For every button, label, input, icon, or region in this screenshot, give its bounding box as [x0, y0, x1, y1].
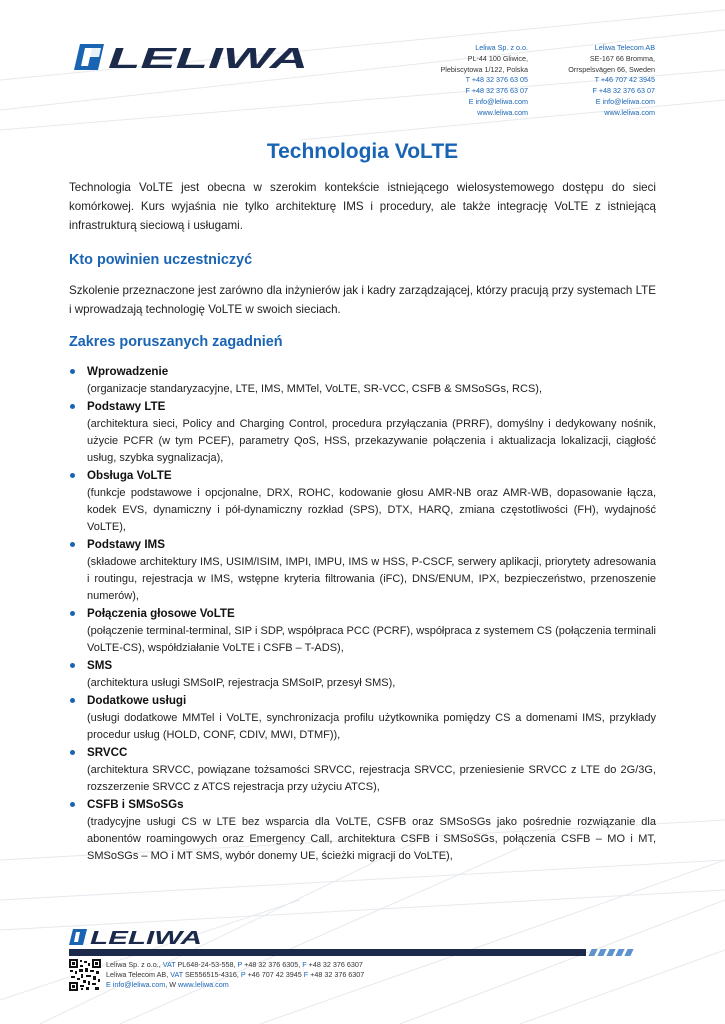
footer-company: Leliwa Sp. z o.o.,: [106, 960, 163, 969]
footer-contact: [106, 960, 364, 990]
who-paragraph: Szkolenie przeznaczone jest zarówno dla inżynierów jak i kadry zarządzającej, którzy pracują przy systemach LTE i wprowadzają technologię VoLTE w swoich sieciach.: [69, 284, 656, 316]
list-item: [69, 692, 656, 744]
phone-value: +46 707 42 3945: [245, 970, 304, 979]
footer-web-link[interactable]: www.leliwa.com: [176, 980, 229, 989]
list-item: [69, 605, 656, 657]
logo-text: LELIWA: [108, 44, 308, 70]
footer-company: Leliwa Telecom AB,: [106, 970, 171, 979]
address-block-pl: [441, 43, 529, 119]
list-item: [69, 398, 656, 467]
list-item: [69, 744, 656, 796]
list-item: [69, 467, 656, 536]
bullet-icon: [70, 611, 75, 616]
bullet-icon: [70, 404, 75, 409]
topic-description: (tradycyjne usługi CS w LTE bez wsparcia dla VoLTE, CSFB oraz SMSoSGs jako pośrednie rozwiązanie dla abonentów roamingowych oraz Emergency Call, architektura CSFB i SMSoSGs, połączenia CSFB – MO i MT, SMSoSGs – MO i MT SMS, wybór donemy UE, ścieżki migracji do VoLTE),: [87, 816, 656, 862]
page-title: Technologia VoLTE: [266, 140, 459, 163]
list-item: [69, 536, 656, 605]
fax-value: +48 32 376 6307: [308, 970, 365, 979]
bullet-icon: [70, 750, 75, 755]
topic-description: (funkcje podstawowe i opcjonalne, DRX, ROHC, kodowanie głosu AMR-NB oraz AMR-WB, dopasowanie łącza, kodek EVS, dynamiczny i pół-dynamiczny rozkład (SPS), DTX, HARQ, zmiana częstotliwości (FH), wydajność VoLTE),: [87, 487, 656, 533]
footer-line-pl: [106, 960, 364, 970]
vat-label: VAT: [170, 970, 183, 979]
topic-title: Połączenia głosowe VoLTE: [87, 607, 235, 620]
leliwa-logo: [74, 44, 310, 70]
topic-description: (architektura SRVCC, powiązane tożsamości SRVCC, rejestracja SRVCC, przeniesienie SRVCC z LTE do 2G/3G, rozszerzenie SRVCC z ATCS rejestracja przy użyciu ATCS),: [87, 764, 656, 793]
fax: F +48 32 376 63 07: [465, 86, 528, 96]
topics-list: [69, 363, 656, 865]
address-line: PL-44 100 Gliwice,: [467, 53, 528, 63]
email-label: E: [468, 96, 474, 106]
topic-title: Obsługa VoLTE: [87, 469, 172, 482]
address-block-se: [568, 43, 655, 119]
fax-label: F: [303, 970, 309, 979]
topic-description: (architektura usługi SMSoIP, rejestracja SMSoIP, przesył SMS),: [87, 677, 396, 689]
topic-description: (organizacje standaryzacyjne, LTE, IMS, MMTel, VoLTE, SR-VCC, CSFB & SMSoSGs, RCS),: [87, 383, 543, 395]
topic-description: (połączenie terminal-terminal, SIP i SDP, współpraca PCC (PCRF), współpraca z systemem CS (połączenia terminali VoLTE-CS), współdziałanie VoLTE i CSFB – T-ADS),: [87, 625, 656, 654]
footer-line-web: [106, 980, 364, 990]
topic-description: (usługi dodatkowe MMTel i VoLTE, synchronizacja profilu użytkownika pomiędzy CS a domenami IMS, przykłady procedur usług (HOLD, CONF, CDIV, MWI, DTMF)),: [87, 712, 656, 741]
bullet-icon: [70, 802, 75, 807]
company-name: Leliwa Telecom AB: [594, 43, 655, 52]
bullet-icon: [70, 663, 75, 668]
email-label: E: [595, 96, 601, 106]
company-name: Leliwa Sp. z o.o.: [475, 43, 528, 52]
footer-logo: [69, 929, 203, 945]
address-line: SE-167 66 Bromma,: [589, 53, 655, 63]
phone-value: +48 32 376 6305,: [242, 960, 303, 969]
topic-description: (architektura sieci, Policy and Charging Control, procedura przyłączania (PRRF), domyślny i dedykowany nośnik, użycie PCFR (w tym PCEF), parametry QoS, HSS, przekazywanie połączenia i aktualizacja lokalizacji, ciągłość usług, szybka sygnalizacja),: [87, 418, 656, 464]
vat-value: PL648-24-53-558,: [175, 960, 238, 969]
address-line: Orrspelsvägen 66, Sweden: [568, 64, 655, 74]
section-heading-scope: Zakres poruszanych zagadnień: [69, 334, 283, 350]
bullet-icon: [70, 473, 75, 478]
email-link[interactable]: info@leliwa.com: [475, 96, 528, 106]
topic-title: Podstawy IMS: [87, 538, 165, 551]
topic-title: SMS: [87, 659, 113, 672]
footer-bar: [69, 949, 586, 956]
fax: F +48 32 376 63 07: [592, 86, 655, 96]
list-item: [69, 657, 656, 692]
web-link[interactable]: www.leliwa.com: [604, 107, 655, 117]
fax-label: F: [302, 960, 307, 969]
phone: T +46 707 42 3945: [594, 75, 655, 85]
address-line: Plebiscytowa 1/122, Polska: [440, 64, 528, 74]
topic-description: (składowe architektury IMS, USIM/ISIM, IMPI, IMPU, IMS w HSS, P-CSCF, serwery aplikacji, priorytety adresowania i routingu, rejestracja w IMS, wstępne kryteria filtrowania (iFC), DNS/ENUM, IPX, bezpieczeństwo, przenoszenie numerów),: [87, 556, 656, 602]
qr-code-icon: [69, 959, 101, 991]
phone-label: P: [240, 970, 246, 979]
topic-title: CSFB i SMSoSGs: [87, 798, 184, 811]
bullet-icon: [70, 369, 75, 374]
intro-paragraph: Technologia VoLTE jest obecna w szerokim kontekście istniejącego wielosystemowego dostępu do sieci komórkowej. Kurs wyjaśnia nie tylko architekturę IMS i procedury, ale także integrację VoLTE z istniejącą infrastrukturą sieciową i usługami.: [69, 181, 656, 232]
bullet-icon: [70, 698, 75, 703]
vat-label: VAT: [162, 960, 176, 969]
vat-value: SE556515-4316,: [182, 970, 241, 979]
topic-title: SRVCC: [87, 746, 128, 759]
email-label: E: [106, 980, 111, 989]
footer-email-link[interactable]: info@leliwa.com: [110, 980, 166, 989]
footer-line-se: [106, 970, 364, 980]
list-item: [69, 796, 656, 865]
list-item: [69, 363, 656, 398]
topic-title: Wprowadzenie: [87, 365, 169, 378]
phone-label: P: [237, 960, 243, 969]
bullet-icon: [70, 542, 75, 547]
fax-value: +48 32 376 6307: [306, 960, 363, 969]
email-link[interactable]: info@leliwa.com: [602, 96, 655, 106]
section-heading-who: Kto powinien uczestniczyć: [69, 252, 253, 268]
footer-logo-text: LELIWA: [90, 929, 202, 945]
footer-stripes: [590, 949, 632, 956]
topic-title: Dodatkowe usługi: [87, 694, 187, 707]
web-label: , W: [165, 980, 177, 989]
web-link[interactable]: www.leliwa.com: [477, 107, 528, 117]
topic-title: Podstawy LTE: [87, 400, 166, 413]
phone: T +48 32 376 63 05: [465, 75, 528, 85]
